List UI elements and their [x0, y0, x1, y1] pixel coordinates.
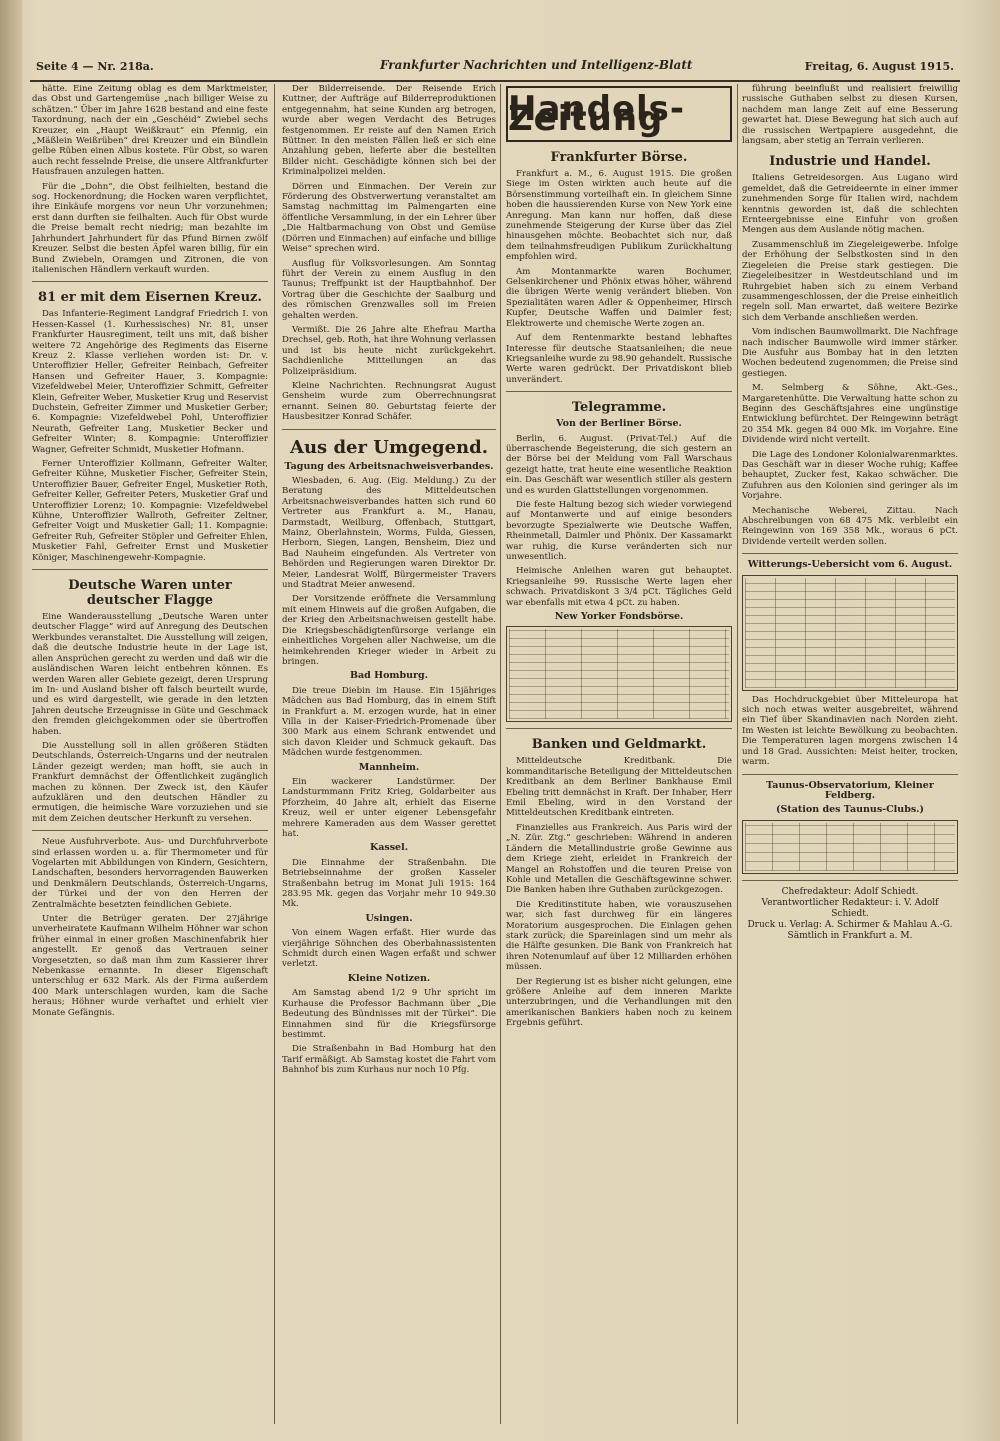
divider — [282, 429, 496, 430]
observatory-table-grid — [745, 823, 955, 871]
article-paragraph: Die feste Haltung bezog sich wieder vorwiegend auf Montanwerte und auf einige besonders bevorzugte Spezialwerte wie Deutsche Waffen, Rheinmetall, Daimler und Phönix. Der Kassamarkt war ruhig, die Kurse veränderten sich nur unwesentlich. — [506, 499, 732, 562]
weather-heading: Witterungs-Uebersicht vom 6. August. — [747, 559, 953, 571]
divider — [32, 569, 268, 570]
column-rule — [500, 84, 501, 1424]
article-paragraph: Ausflug für Volksvorlesungen. Am Sonntag führt der Verein zu einem Ausflug in den Taunus; Treffpunkt ist der Hauptbahnhof. Der Vortrag über die Geschichte der Saalburg und des römischen Grenzwalles soll im Freien gehalten werden. — [282, 258, 496, 321]
article-headline: Banken und Geldmarkt. — [531, 737, 707, 753]
article-subheadline: Tagung des Arbeitsnachweisverbandes. — [284, 460, 494, 472]
article-paragraph: Kleine Nachrichten. Rechnungsrat August Gensheim wurde zum Oberrechnungsrat ernannt. Seinen 80. Geburtstag feierte der Hausbesitzer Konrad Schäfer. — [282, 380, 496, 423]
article-paragraph: Von einem Wagen erfaßt. Hier wurde das vierjährige Söhnchen des Oberbahnassistenten Schmidt durch einen Wagen erfaßt und schwer verletzt. — [282, 928, 496, 970]
article-paragraph: Am Samstag abend 1/2 9 Uhr spricht im Kurhause die Professor Bachmann über „Die Bedeutung des Bündnisses mit der Türkei“. Die Einnahmen sind für die Kriegsfürsorge bestimmt. — [282, 988, 496, 1040]
article-headline: 81 er mit dem Eisernen Kreuz. — [38, 290, 262, 306]
imprint-chief-editor: Chefredakteur: Adolf Schiedt. — [781, 886, 919, 897]
article-paragraph: Finanzielles aus Frankreich. Aus Paris wird der „N. Zür. Ztg.“ geschrieben: Während in anderen Ländern die Metallindustrie große Gewinne aus dem Kriege zieht, erleidet in Frankreich der Mangel an Rohstoffen und die teuren Preise von Kohle und Metallen die Geschäftsgewinne schwer. Die Banken haben ihre Guthaben zurückgezogen. — [506, 822, 732, 896]
article-paragraph: Eine Wanderausstellung „Deutsche Waren unter deutscher Flagge“ wird auf Anregung des Deutschen Werkbundes veranstaltet. Die Ausstellung will zeigen, daß die deutsche Industrie heute in der Lage ist, allen Ansprüchen gerecht zu werden und daß wir die ausländischen Waren leicht entbehren können. Es werden Waren aller Gebiete gezeigt, deren Ursprung im In- und Ausland bisher oft falsch beurteilt wurde, und es wird dargestellt, wie gerade in den letzten Jahren deutsche Erzeugnisse in Güte und Geschmack den fremden gleichgekommen oder sie übertroffen haben. — [32, 612, 268, 737]
article-paragraph: Mitteldeutsche Kreditbank. Die kommanditarische Beteiligung der Mitteldeutschen Kreditbank an dem Berliner Bankhause Emil Ebeling tritt demnächst in Kraft. Der Inhaber, Herr Emil Ebeling, wird in den Vorstand der Mitteldeutschen Kreditbank eintreten. — [506, 756, 732, 819]
observatory-subheading: (Station des Taunus-Clubs.) — [776, 804, 924, 816]
article-paragraph: Italiens Getreidesorgen. Aus Lugano wird gemeldet, daß die Getreideernte in einer immer zunehmenden Sorge für Italien wird, nachdem kenntnis geworden ist, daß die schlechten Ernteergebnisse eine Einfuhr von großen Mengen aus dem Auslande nötig machen. — [742, 173, 958, 236]
imprint-publisher: Druck u. Verlag: A. Schirmer & Mahlau A.-G. Sämtlich in Frankfurt a. M. — [747, 919, 953, 941]
article-paragraph: Die Kreditinstitute haben, wie vorauszusehen war, sich fast durchweg für ein längeres Moratorium ausgesprochen. Die Einlagen gehen stark zurück; die Spareinlagen sind um mehr als die Hälfte gesunken. Die Bank von Frankreich hat ihren Notenumlauf auf über 12 Milliarden erhöhen müssen. — [506, 899, 732, 973]
handels-zeitung-banner: Handels-Zeitung — [506, 86, 732, 142]
article-paragraph: hätte. Eine Zeitung oblag es dem Marktmeister, das Obst und Gartengemüse „nach billiger Weise zu schätzen.“ Über im Jahre 1628 bestand and eine feste Taxordnung, nach der ein „Geschéid“ Zwiebel sechs Kreuzer, ein „Haupt Weißkraut“ ein Pfennig, ein „Mäßlein Weißrüben“ drei Kreuzer und ein Bündlein gelbe Rüben einen Albus kostete. Für Obst, so waren auch recht fesselnde Preise, die unsere Altfrankfurter Hausfrauen anzulegen hatten. — [32, 84, 268, 178]
article-paragraph: Der Regierung ist es bisher nicht gelungen, eine größere Anleihe auf dem inneren Markte unterzubringen, und die Verhandlungen mit den amerikanischen Bankiers haben noch zu keinem Ergebnis geführt. — [506, 976, 732, 1029]
page-header — [30, 58, 960, 82]
divider — [32, 281, 268, 282]
article-paragraph: Die Einnahme der Straßenbahn. Die Betriebseinnahme der großen Kasseler Straßenbahn betrug im Monat Juli 1915: 164 283.95 Mk. gegen das Vorjahr mehr 10 949.30 Mk. — [282, 857, 496, 910]
article-subheadline: Von der Berliner Börse. — [556, 418, 682, 430]
divider — [506, 728, 732, 729]
article-paragraph: Der Bilderreisende. Der Reisende Erich Kuttner, der Aufträge auf Bilderreproduktionen entgegennahm, hat seine Kunden arg betrogen, wurde aber wegen Verdacht des Betruges festgenommen. Er reiste auf den Namen Erich Büttner. In den meisten Fällen ließ er sich eine Anzahlung geben, lieferte aber die bestellten Bilder nicht. Geschädigte können sich bei der Kriminalpolizei melden. — [282, 84, 496, 178]
observatory-table — [742, 820, 958, 874]
article-paragraph: Berlin, 6. August. (Privat-Tel.) Auf die überraschende Begeisterung, die sich gestern an der Börse bei der Meldung vom Fall Warschaus gezeigt hatte, trat heute eine wesentliche Reaktion ein. Das Geschäft war wesentlich stiller als gestern und es wurden Glattstellungen vorgenommen. — [506, 433, 732, 496]
place-heading: Bad Homburg. — [349, 670, 428, 682]
stock-table-grid — [509, 629, 729, 719]
weather-table — [742, 575, 958, 691]
divider — [32, 830, 268, 831]
article-paragraph: Vom indischen Baumwollmarkt. Die Nachfrage nach indischer Baumwolle wird immer stärker. Die Ausfuhr aus Bombay hat in den letzten Wochen bedeutend zugenommen; die Preise sind gestiegen. — [742, 327, 958, 379]
article-paragraph: Neue Ausfuhrverbote. Aus- und Durchfuhrverbote sind erlassen worden u. a. für Thermometer und für Vogelarten mit Abbildungen von Kindern, Gesichtern, Landschaften, besonders hervorragenden Bauwerken und Denkmälern Deutschlands, Österreich-Ungarns, der Türkei und der von den Herren der Zentralmächte besetzten feindlichen Gebiete. — [32, 837, 268, 910]
place-heading: Mannheim. — [358, 761, 420, 773]
column-rule — [274, 84, 275, 1424]
article-paragraph: Die Lage des Londoner Kolonialwarenmarktes. Das Geschäft war in dieser Woche ruhig; Kaffee behauptet, Zucker fest, Kakao schwächer. Die Zufuhren aus den Kolonien sind geringer als im Vorjahre. — [742, 449, 958, 502]
article-paragraph: Auf dem Rentenmarkte bestand lebhaftes Interesse für deutsche Staatsanleihen; die neue Kriegsanleihe wurde zu 98.90 gehandelt. Russische Werte waren gedrückt. Der Privatdiskont blieb unverändert. — [506, 333, 732, 385]
place-heading: Usingen. — [365, 912, 413, 924]
header-date: Freitag, 6. August 1915. — [804, 60, 954, 73]
article-paragraph: Die Ausstellung soll in allen größeren Städten Deutschlands, Österreich-Ungarns und der neutralen Länder gezeigt werden; man hofft, sie auch in Frankfurt demnächst der Öffentlichkeit zugänglich machen zu können. Der Zweck ist, den Käufer aufzuklären und den deutschen Händler zu ermutigen, die heimische Ware vorzuziehen und sie mit dem Zeichen deutscher Herkunft zu versehen. — [32, 740, 268, 824]
stock-table — [506, 626, 732, 722]
article-paragraph: führung beeinflußt und realisiert freiwillig russische Guthaben selbst zu diesen Kursen, nachdem man lange Zeit auf eine Besserung gewartet hat. Diese Bewegung hat sich auch auf die russischen Wertpapiere ausgedehnt, die langsam, aber stetig an Terrain verlieren. — [742, 84, 958, 147]
article-paragraph: Heimische Anleihen waren gut behauptet. Kriegsanleihe 99. Russische Werte lagen eher schwach. Privatdiskont 3 3/4 pCt. Tägliches Geld war ebenfalls mit etwa 4 pCt. zu haben. — [506, 566, 732, 608]
article-paragraph: Am Montanmarkte waren Bochumer, Gelsenkirchener und Phönix etwas höher, während die übrigen Werte wenig verändert blieben. Von Spezialitäten waren Adler & Oppenheimer, Hirsch Kupfer, Deutsche Waffen und Daimler fest; Elektrowerte und chemische Werte zogen an. — [506, 266, 732, 329]
column-rule — [737, 84, 738, 1424]
place-heading: Kassel. — [369, 842, 409, 854]
header-masthead: Frankfurter Nachrichten und Intelligenz-Blatt — [380, 58, 693, 72]
column-2 — [282, 84, 496, 1424]
article-paragraph: M. Selmberg & Söhne, Akt.-Ges., Margaretenhütte. Die Verwaltung hatte schon zu Beginn des Geschäftsjahres eine ungünstige Entwicklung befürchtet. Der Reingewinn beträgt 20 354 Mk. gegen 84 000 Mk. im Vorjahre. Eine Dividende wird nicht verteilt. — [742, 383, 958, 446]
article-paragraph: Dörren und Einmachen. Der Verein zur Förderung des Obstverwertung veranstaltet am Samstag nachmittag im Palmengarten eine öffentliche Versammlung, in der ein Lehrer über „Die Haltbarmachung von Obst und Gemüse (Dörren und Einmachen) auf einfache und billige Weise“ sprechen wird. — [282, 181, 496, 255]
article-paragraph: Wiesbaden, 6. Aug. (Eig. Meldung.) Zu der Beratung des Mitteldeutschen Arbeitsnachweisverbandes hatten sich rund 60 Vertreter aus Frankfurt a. M., Hanau, Darmstadt, Weilburg, Offenbach, Stuttgart, Mainz, Oberlahnstein, Worms, Fulda, Giessen, Herborn, Siegen, Langen, Bensheim, Diez und Bad Nauheim eingefunden. Als Vertreter von Behörden und Regierungen waren Direktor Dr. Meier, Landesrat Wolff, Bürgermeister Travers und Stadtrat Meier anwesend. — [282, 476, 496, 591]
article-paragraph: Frankfurt a. M., 6. August 1915. Die großen Siege im Osten wirkten auch heute auf die Börsenstimmung vorteilhaft ein. In gleichem Sinne hoben die haussierenden Kurse von New York eine Anregung. Man kann nur hoffen, daß diese zunehmende Steigerung der Kurse über das Ziel hinausgehen möchte. Beobachtet sich nur, daß dem teilnahmsfreudigen Publikum Zurückhaltung empfohlen wird. — [506, 169, 732, 263]
divider — [742, 880, 958, 881]
article-paragraph: Vermißt. Die 26 Jahre alte Ehefrau Martha Drechsel, geb. Roth, hat ihre Wohnung verlassen und ist bis heute nicht zurückgekehrt. Sachdienliche Mitteilungen an das Polizeipräsidium. — [282, 324, 496, 377]
header-page-number: Seite 4 — Nr. 218a. — [36, 60, 154, 73]
imprint — [742, 887, 958, 942]
article-paragraph: Mechanische Weberei, Zittau. Nach Abschreibungen von 68 475 Mk. verbleibt ein Reingewinn von 169 358 Mk., woraus 6 pCt. Dividende verteilt werden sollen. — [742, 505, 958, 547]
article-paragraph: Die Straßenbahn in Bad Homburg hat den Tarif ermäßigt. Ab Samstag kostet die Fahrt vom Bahnhof bis zum Kurhaus nur noch 10 Pfg. — [282, 1044, 496, 1076]
article-headline: Industrie und Handel. — [769, 154, 931, 170]
place-heading: Kleine Notizen. — [347, 972, 431, 984]
article-headline: Deutsche Waren unter deutscher Flagge — [68, 578, 232, 609]
article-paragraph: Ferner Unteroffizier Kollmann, Gefreiter Walter, Gefreiter Kühne, Musketier Fischer, Gefreiter Stein, Unteroffizier Bauer, Gefreiter Engel, Musketier Roth, Gefreiter Keller, Gefreiter Peters, Musketier Graf und Unteroffizier Lorenz; 10. Kompagnie: Vizefeldwebel Kühne, Unteroffizier Wallroth, Gefreiter Zeltner, Gefreiter Voigt und Musketier Gall; 11. Kompagnie: Gefreiter Ruh, Gefreiter Stöpler und Gefreiter Ehlen, Musketier Fahl, Gefreiter Ernst und Musketier Königer, Maschinengewehr-Kompagnie. — [32, 459, 268, 563]
article-paragraph: Das Hochdruckgebiet über Mitteleuropa hat sich noch etwas weiter ausgebreitet, während ein Tief über Skandinavien nach Norden zieht. Im Westen ist leichte Bewölkung zu beobachten. Die Temperaturen lagen morgens zwischen 14 und 18 Grad. Aussichten: Meist heiter, trocken, warm. — [742, 694, 958, 768]
divider — [506, 391, 732, 392]
divider — [742, 553, 958, 554]
article-paragraph: Zusammenschluß im Ziegeleigewerbe. Infolge der Erhöhung der Selbstkosten sind in den Ziegeleien die Preise stark gestiegen. Die Ziegeleibesitzer in Westdeutschland und im Ruhrgebiet haben sich zu einem Verband zusammengeschlossen, der die Preise einheitlich regeln soll. Man erwartet, daß weitere Bezirke sich dem Verbande anschließen werden. — [742, 239, 958, 323]
column-1 — [32, 84, 268, 1424]
column-3 — [506, 84, 732, 1424]
article-paragraph: Ein wackerer Landstürmer. Der Landsturmmann Fritz Krieg, Goldarbeiter aus Pforzheim, 40 Jahre alt, erhielt das Eiserne Kreuz, weil er unter eigener Lebensgefahr mehrere Kameraden aus dem Wasser gerettet hat. — [282, 776, 496, 839]
observatory-heading: Taunus-Observatorium, Kleiner Feldberg. — [766, 779, 934, 801]
article-headline: Telegramme. — [571, 400, 667, 416]
article-paragraph: Die treue Diebin im Hause. Ein 15jähriges Mädchen aus Bad Homburg, das in einem Stift in Frankfurt a. M. erzogen wurde, hat in einer Villa in der Kaiser-Friedrich-Promenade über 300 Mark aus einem Schrank entwendet und sich davon Kleider und Schmuck gekauft. Das Mädchen wurde festgenommen. — [282, 685, 496, 759]
weather-table-grid — [745, 578, 955, 688]
column-4 — [742, 84, 958, 1424]
article-headline: Frankfurter Börse. — [550, 150, 688, 165]
page-gutter — [0, 0, 22, 1441]
section-headline: Aus der Umgegend. — [290, 436, 488, 458]
table-heading: New Yorker Fondsbörse. — [554, 611, 684, 623]
imprint-editor: Verantwortlicher Redakteur: i. V. Adolf Schiedt. — [761, 897, 939, 919]
article-paragraph: Das Infanterie-Regiment Landgraf Friedrich I. von Hessen-Kassel (1. Kurhessisches) Nr. 81, unser Frankfurter Hausregiment, teilt uns mit, daß bisher weitere 72 Angehörige des Regiments das Eiserne Kreuz 2. Klasse verliehen worden ist: Dr. v. Unteroffizier Heller, Gefreiter Reinbach, Gefreiter Hansen und Gefreiter Hauer, 3. Kompagnie: Vizefeldwebel Meier, Unteroffizier Schmitt, Gefreiter Klein, Gefreiter Weber, Musketier Krug und Reservist Duchstein, Gefreiter Zimmer und Musketier Gerber; 6. Kompagnie: Vizefeldwebel Pohl, Unteroffizier Neurath, Gefreiter Lang, Musketier Becker und Gefreiter Winter; 8. Kompagnie: Unteroffizier Wagner, Gefreiter Schmidt, Musketier Hofmann. — [32, 309, 268, 455]
divider — [742, 774, 958, 775]
article-paragraph: Für die „Dohn“, die Obst feilhielten, bestand die sog. Hockenordnung; die Hocken waren verpflichtet, ihre Einkäufe morgens vor neun Uhr vorzunehmen; erst dann durften sie feilhalten. Auch für Obst wurde die Preise bemalt recht niedrig; man bezahlte im Jahrhundert Jahrhundert für das Pfund Birnen zwölf Kreuzer. Selbst die besten Äpfel waren billig, für ein Bund Zwiebeln, Oramgen und Zitronen, die von italienischen Händlern verkauft wurden. — [32, 181, 268, 275]
article-paragraph: Der Vorsitzende eröffnete die Versammlung mit einem Hinweis auf die großen Aufgaben, die der Krieg den Arbeitsnachweisen gestellt habe. Die Kriegsbeschädigtenfürsorge verlange ein einheitliches Vorgehen aller Nachweise, um die heimkehrenden Krieger wieder in Arbeit zu bringen. — [282, 594, 496, 667]
article-paragraph: Unter die Betrüger geraten. Der 27jährige unverheiratete Kaufmann Wilhelm Höhner war schon früher einmal in einer großen Maschinenfabrik hier angestellt. Er genoß das Vertrauen seiner Vorgesetzten, so daß man ihm zum Kassierer ihrer Nebenkasse ernannte. In dieser Eigenschaft unterschlug er 632 Mark. Als der Firma außerdem 400 Mark unterschlagen wurden, kam die Sache heraus; Höhner wurde verhaftet und erhielt vier Monate Gefängnis. — [32, 914, 268, 1018]
